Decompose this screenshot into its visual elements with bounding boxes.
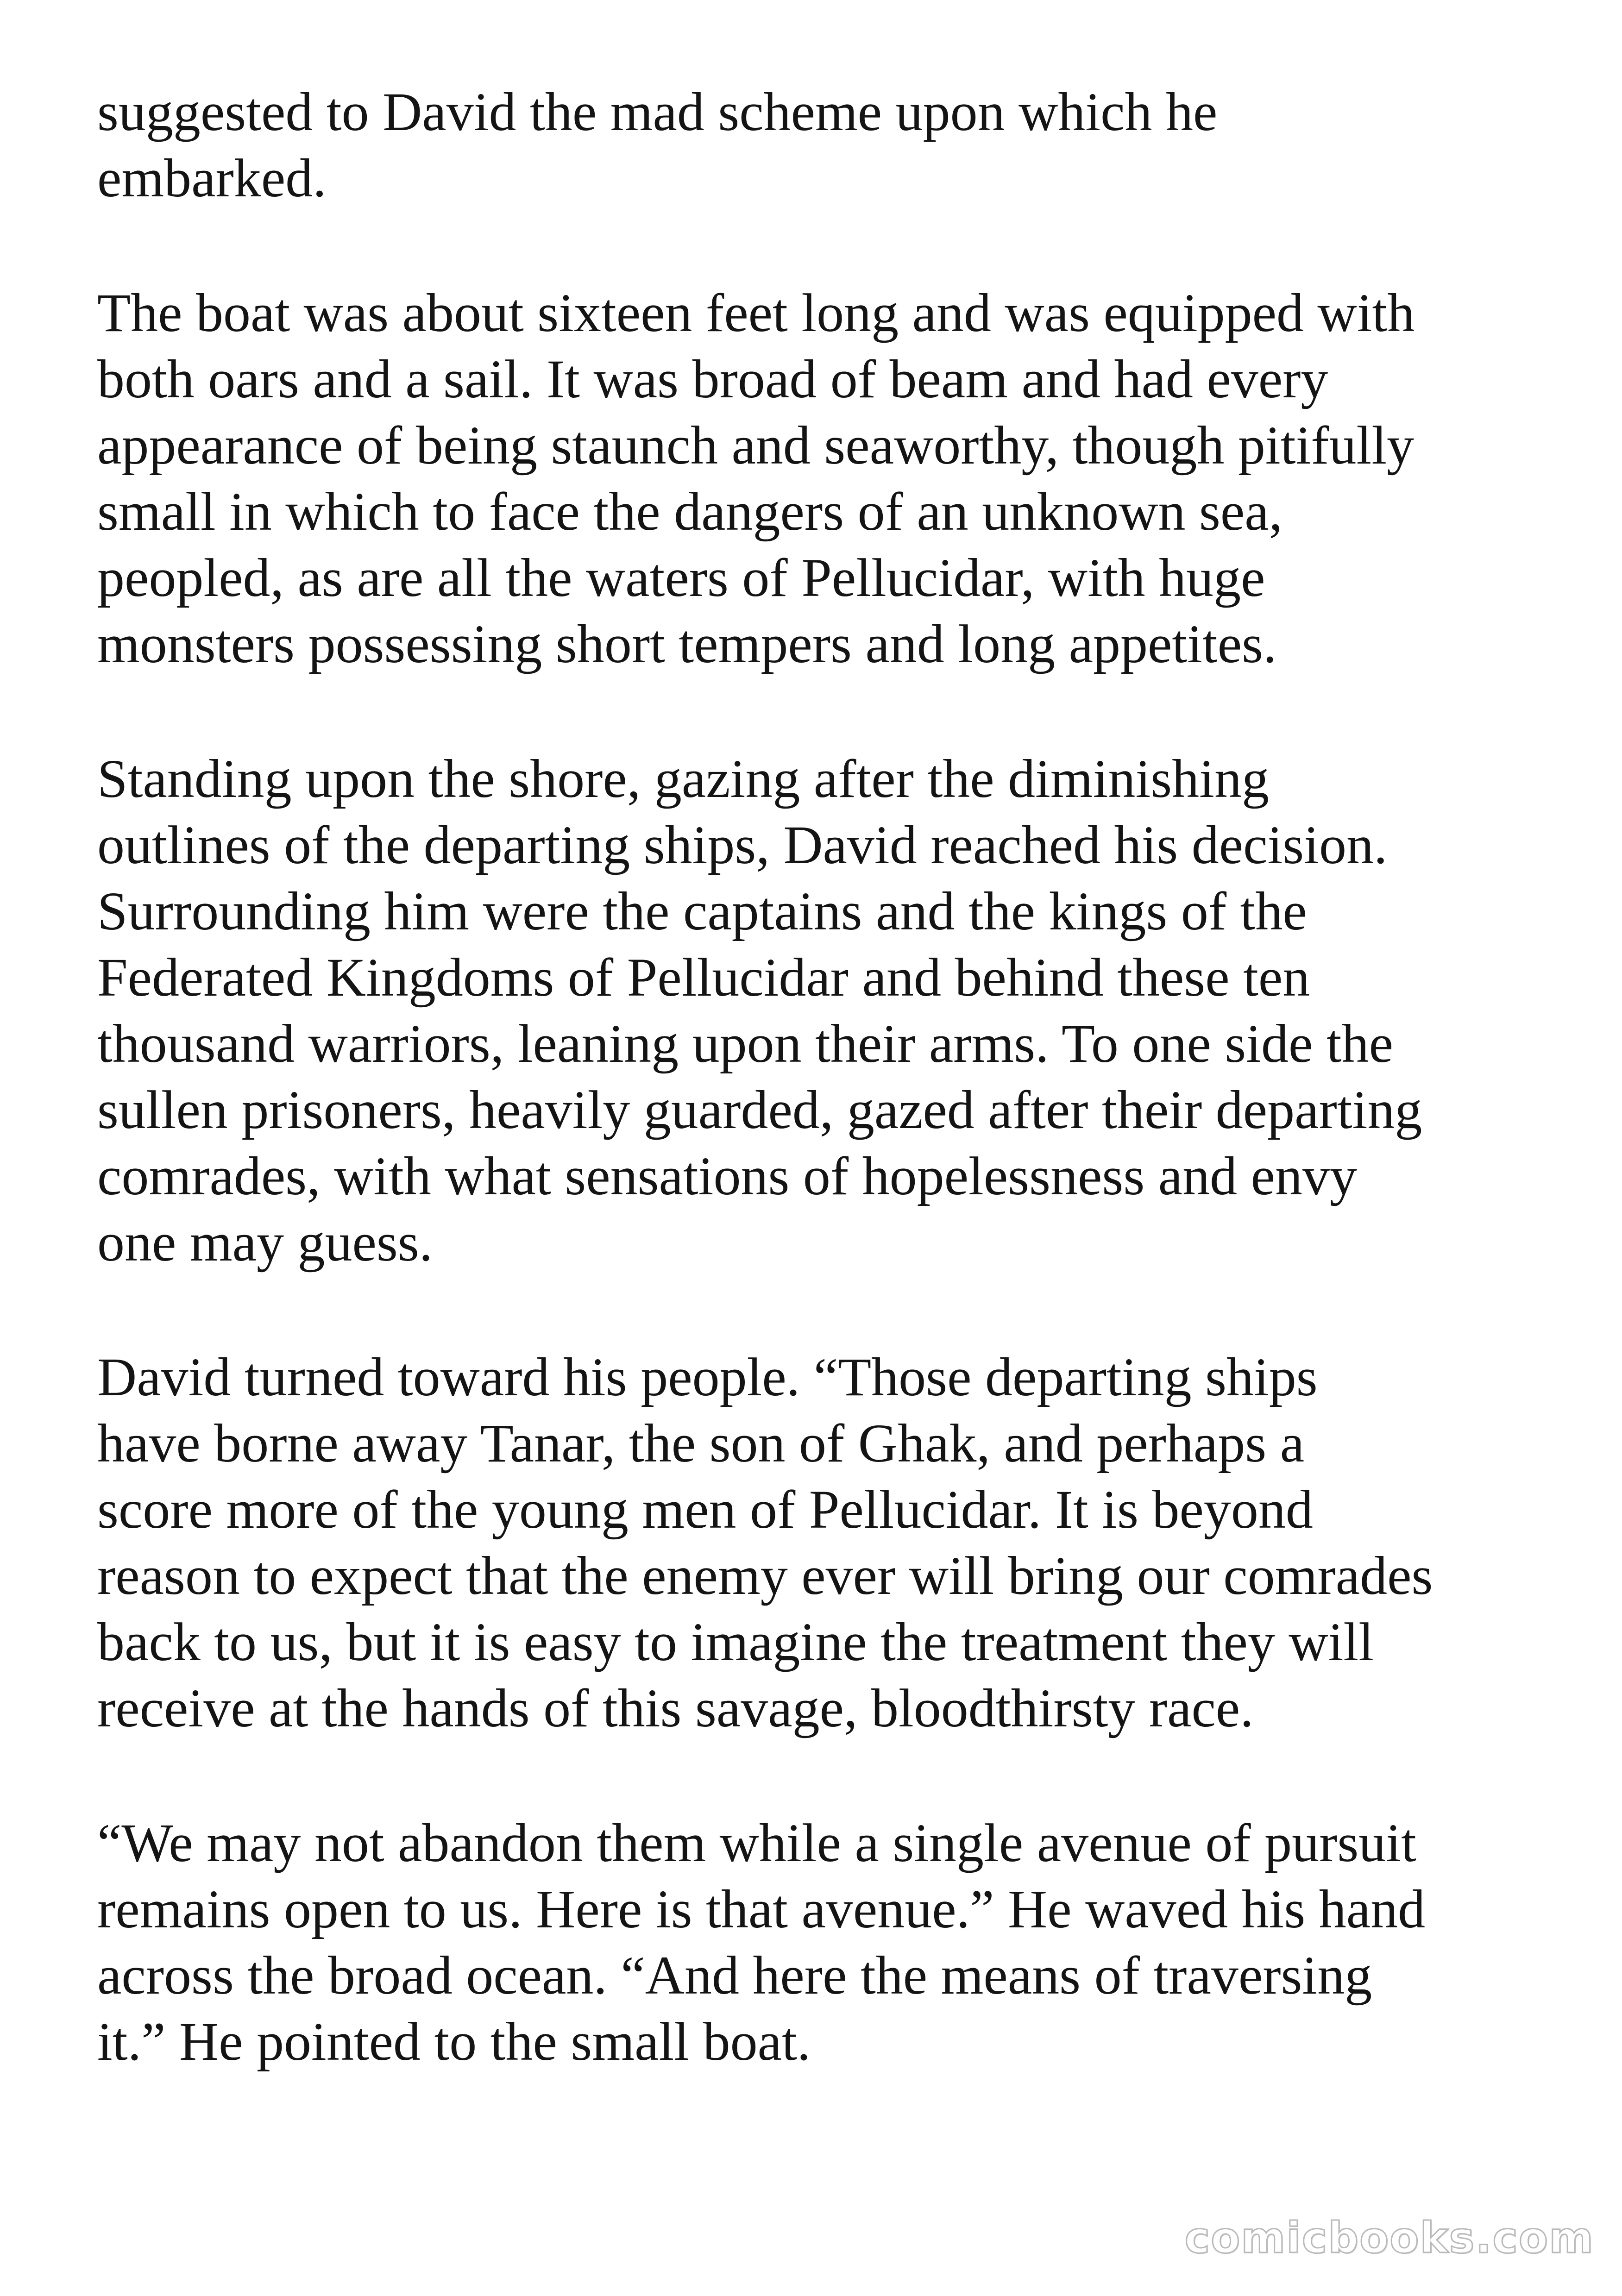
text-line: have borne away Tanar, the son of Ghak, and perhaps a: [97, 1413, 1305, 1474]
text-line: outlines of the departing ships, David reached his decision.: [97, 815, 1388, 875]
paragraph-3: [97, 746, 1552, 1275]
text-line: comrades, with what sensations of hopelessness and envy: [97, 1146, 1357, 1206]
text-line: across the broad ocean. “And here the means of traversing: [97, 1945, 1372, 2006]
text-line: reason to expect that the enemy ever will bring our comrades: [97, 1545, 1433, 1606]
paragraph-1: [97, 79, 1552, 211]
text-line: monsters possessing short tempers and long appetites.: [97, 614, 1277, 674]
text-line: one may guess.: [97, 1212, 433, 1273]
text-line: Federated Kingdoms of Pellucidar and behind these ten: [97, 947, 1310, 1008]
text-line: receive at the hands of this savage, bloodthirsty race.: [97, 1678, 1254, 1738]
text-line: Standing upon the shore, gazing after the diminishing: [97, 748, 1269, 809]
text-line: appearance of being staunch and seaworthy, though pitifully: [97, 415, 1415, 476]
paragraph-4: [97, 1344, 1552, 1741]
text-line: both oars and a sail. It was broad of beam and had every: [97, 349, 1328, 409]
text-line: remains open to us. Here is that avenue.” He waved his hand: [97, 1879, 1426, 1939]
text-line: it.” He pointed to the small boat.: [97, 2011, 811, 2072]
text-line: Surrounding him were the captains and the kings of the: [97, 881, 1307, 941]
paragraph-2: [97, 280, 1552, 677]
text-line: The boat was about sixteen feet long and was equipped with: [97, 282, 1415, 343]
text-line: thousand warriors, leaning upon their arms. To one side the: [97, 1013, 1394, 1074]
text-line: score more of the young men of Pellucidar. It is beyond: [97, 1479, 1313, 1540]
text-line: small in which to face the dangers of an unknown sea,: [97, 481, 1283, 542]
text-line: David turned toward his people. “Those departing ships: [97, 1347, 1318, 1407]
text-line: back to us, but it is easy to imagine the treatment they will: [97, 1612, 1374, 1672]
text-line: sullen prisoners, heavily guarded, gazed after their departing: [97, 1079, 1422, 1140]
text-line: suggested to David the mad scheme upon which he: [97, 82, 1218, 142]
text-column: [97, 79, 1552, 2143]
paragraph-5: [97, 1810, 1552, 2075]
text-line: “We may not abandon them while a single avenue of pursuit: [97, 1813, 1416, 1873]
text-line: peopled, as are all the waters of Pellucidar, with huge: [97, 547, 1265, 608]
watermark-logo: comicbooks.com: [1184, 2213, 1594, 2263]
text-line: embarked.: [97, 148, 327, 208]
